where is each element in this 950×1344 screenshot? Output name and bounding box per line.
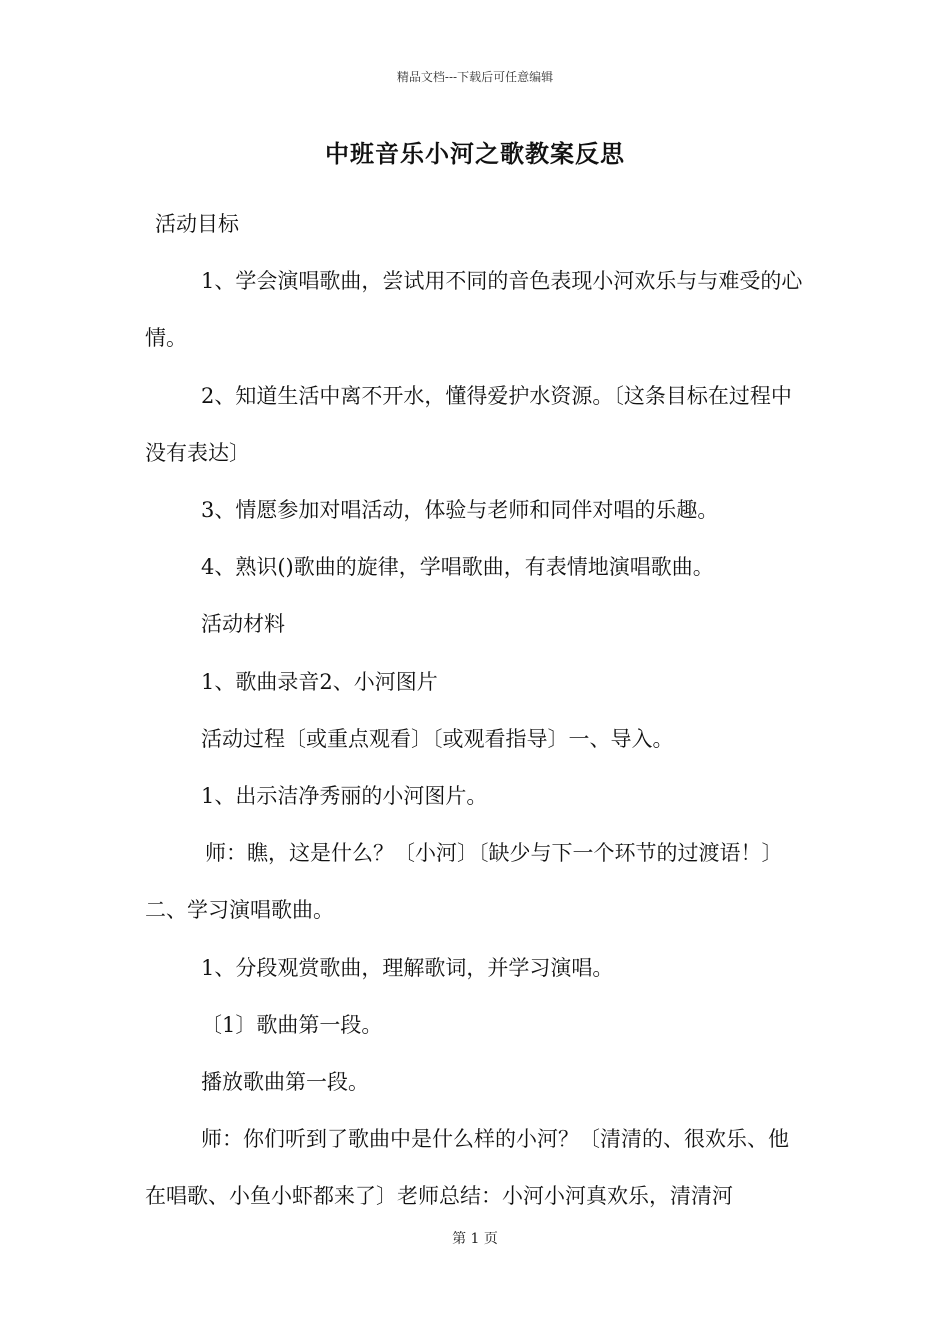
paragraph: 师：你们听到了歌曲中是什么样的小河？〔清清的、很欢乐、他在唱歌、小鱼小虾都来了〕老师总结：小河小河真欢乐，清清河 [145,1127,789,1209]
paragraph: 3、情愿参加对唱活动，体验与老师和同伴对唱的乐趣。 [201,498,719,523]
section-heading-goals: 活动目标 [155,212,239,236]
section-heading-materials: 活动材料 [201,612,285,637]
page-number: 第 1 页 [452,1231,498,1247]
paragraph: 1、歌曲录音2、小河图片 [201,669,438,694]
document-body [145,196,809,1226]
paragraph: 〔1〕歌曲第一段。 [201,1012,383,1037]
paragraph: 4、熟识()歌曲的旋律，学唱歌曲，有表情地演唱歌曲。 [201,555,714,580]
paragraph: 1、学会演唱歌曲，尝试用不同的音色表现小河欢乐与与难受的心情。 [145,269,803,351]
paragraph: 活动过程〔或重点观看〕〔或观看指导〕一、导入。 [201,726,674,751]
page-header-note: 精品文档---下载后可任意编辑 [396,70,554,84]
paragraph: 1、出示洁净秀丽的小河图片。 [201,784,488,809]
paragraph: 师：瞧，这是什么？〔小河〕〔缺少与下一个环节的过渡语！〕二、学习演唱歌曲。 [145,841,783,923]
document-title: 中班音乐小河之歌教案反思 [325,139,625,168]
paragraph: 2、知道生活中离不开水，懂得爱护水资源。〔这条目标在过程中没有表达〕 [145,383,792,465]
paragraph: 播放歌曲第一段。 [201,1070,369,1095]
paragraph: 1、分段观赏歌曲，理解歌词，并学习演唱。 [201,955,614,980]
